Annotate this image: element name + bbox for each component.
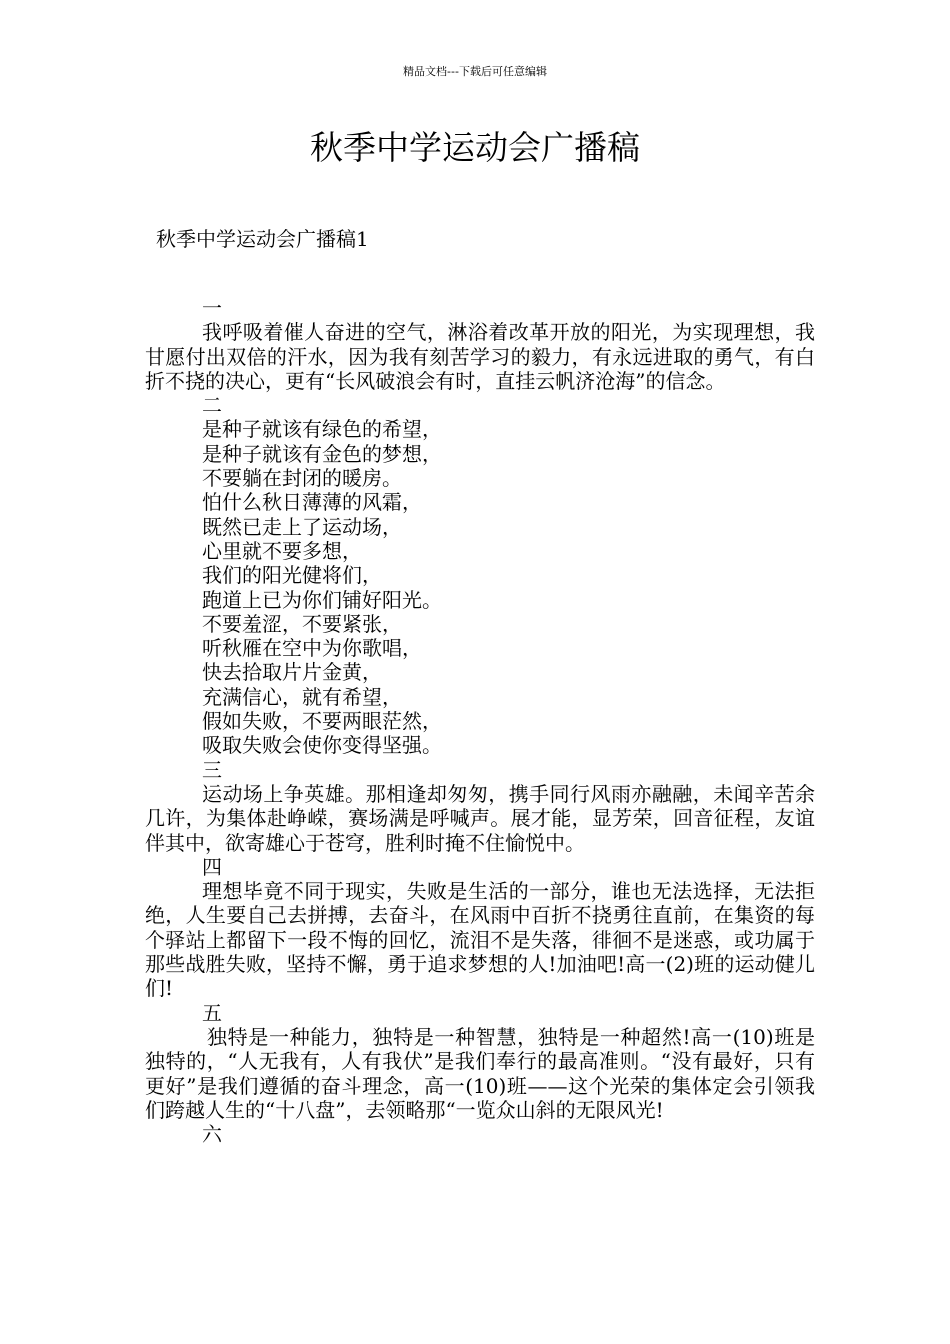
- section-heading-3: 三: [202, 757, 222, 782]
- verse-line: 心里就不要多想，: [202, 538, 362, 563]
- verse-line: 怕什么秋日薄薄的风霜，: [202, 490, 422, 515]
- verse-line: 听秋雁在空中为你歌唱，: [202, 636, 422, 661]
- verse-line: 我们的阳光健将们，: [202, 563, 382, 588]
- section-heading-4: 四: [202, 854, 222, 879]
- verse-line: 是种子就该有金色的梦想，: [202, 441, 442, 466]
- verse-line: 快去拾取片片金黄，: [202, 660, 382, 685]
- verse-line: 不要躺在封闭的暖房。: [202, 466, 402, 491]
- verse-line: 既然已走上了运动场，: [202, 514, 402, 539]
- header-note: 精品文档---下载后可任意编辑: [403, 65, 547, 78]
- verse-line: 假如失败，不要两眼茫然，: [202, 709, 442, 734]
- section-paragraph-3: 运动场上争英雄。那相逢却匆匆，携手同行风雨亦融融，未闻辛苦余几许，为集体赴峥嵘，赛场满是呼喊声。展才能，显芳荣，回音征程，友谊伴其中，欲寄雄心于苍穹，胜利时掩不住愉悦中。: [145, 781, 815, 855]
- verse-line: 不要羞涩，不要紧张，: [202, 611, 402, 636]
- verse-line: 是种子就该有绿色的希望，: [202, 417, 442, 442]
- verse-line: 充满信心，就有希望，: [202, 684, 402, 709]
- section-paragraph-4: 理想毕竟不同于现实，失败是生活的一部分，谁也无法选择，无法拒绝，人生要自己去拼搏，去奋斗，在风雨中百折不挠勇往直前，在集资的每个驿站上都留下一段不悔的回忆，流泪不是失落，徘徊不是迷惑，或功属于那些战胜失败，坚持不懈，勇于追求梦想的人!加油吧!高一(2)班的运动健儿们!: [145, 879, 815, 1001]
- section-heading-1: 一: [202, 296, 222, 320]
- document-title: 秋季中学运动会广播稿: [310, 128, 640, 167]
- verse-line: 吸取失败会使你变得坚强。: [202, 733, 442, 758]
- section-paragraph-5: 独特是一种能力，独特是一种智慧，独特是一种超然!高一(10)班是独特的，“人无我有，人有我伏”是我们奉行的最高准则。“没有最好，只有更好”是我们遵循的奋斗理念，高一(10)班——这个光荣的集体定会引领我们跨越人生的“十八盘”，去领略那“一览众山斜的无限风光!: [145, 1024, 815, 1122]
- document-body: [145, 296, 815, 1146]
- verse-line: 跑道上已为你们铺好阳光。: [202, 587, 442, 612]
- section-heading-2: 二: [202, 393, 222, 418]
- section-paragraph-1: 我呼吸着催人奋进的空气，淋浴着改革开放的阳光，为实现理想，我甘愿付出双倍的汗水，因为我有刻苦学习的毅力，有永远进取的勇气，有白折不挠的决心，更有“长风破浪会有时，直挂云帆济沧海”的信念。: [145, 320, 815, 393]
- document-subtitle: 秋季中学运动会广播稿1: [156, 227, 369, 251]
- section-heading-6: 六: [202, 1122, 222, 1147]
- section-heading-5: 五: [202, 1000, 222, 1025]
